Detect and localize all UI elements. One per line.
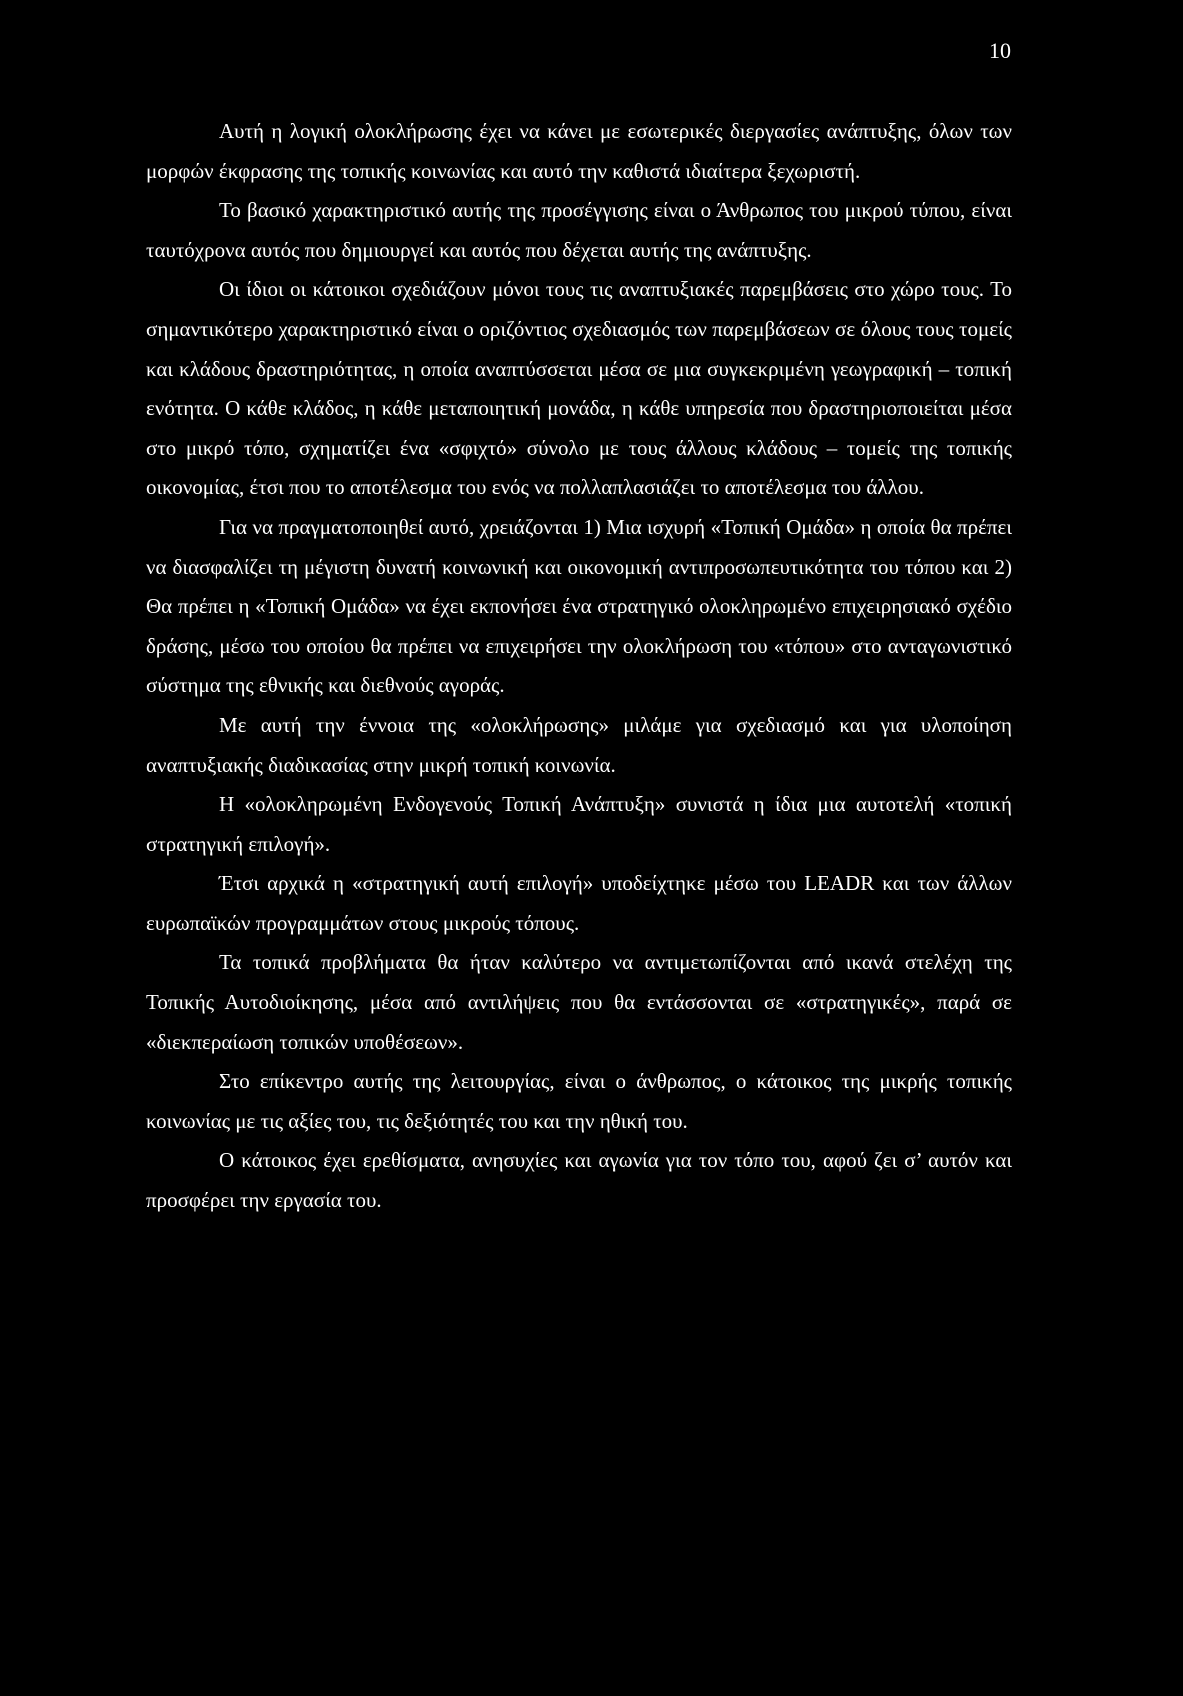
paragraph-1: Αυτή η λογική ολοκλήρωσης έχει να κάνει με εσωτερικές διεργασίες ανάπτυξης, όλων των μορφών έκφρασης της τοπικής κοινωνίας και αυτό την καθιστά ιδιαίτερα ξεχωριστή. (146, 119, 1012, 183)
page-number: 10 (989, 38, 1011, 63)
paragraph-5: Με αυτή την έννοια της «ολοκλήρωσης» μιλάμε για σχεδιασμό και για υλοποίηση αναπτυξιακής διαδικασίας στην μικρή τοπική κοινωνία. (146, 712, 1012, 777)
paragraph-10: Ο κάτοικος έχει ερεθίσματα, ανησυχίες και αγωνία για τον τόπο του, αφού ζει σ’ αυτόν και προσφέρει την εργασία του. (146, 1148, 1012, 1213)
paragraph-9: Στο επίκεντρο αυτής της λειτουργίας, είναι ο άνθρωπος, ο κάτοικος της μικρής τοπικής κοινωνίας με τις αξίες του, τις δεξιότητές του και την ηθική του. (146, 1069, 1012, 1133)
paragraph-3: Οι ίδιοι οι κάτοικοι σχεδιάζουν μόνοι τους τις αναπτυξιακές παρεμβάσεις στο χώρο τους. Το σημαντικότερο χαρακτηριστικό είναι ο οριζόντιος σχεδιασμός των παρεμβάσεων σε όλους τους τομείς και κλάδους δραστηριότητας, η οποία αναπτύσσεται μέσα σε μια συγκεκριμένη γεωγραφική – τοπική ενότητα. Ο κάθε κλάδος, η κάθε μεταποιητική μονάδα, η κάθε υπηρεσία που δραστηριοποιείται μέσα στο μικρό τόπο, σχηματίζει ένα «σφιχτό» σύνολο με τους άλλους κλάδους – τομείς της τοπικής οικονομίας, έτσι που το αποτέλεσμα του ενός να πολλαπλασιάζει το αποτέλεσμα του άλλου. (146, 277, 1012, 500)
paragraph-6: Η «ολοκληρωμένη Ενδογενούς Τοπική Ανάπτυξη» συνιστά η ίδια μια αυτοτελή «τοπική στρατηγική επιλογή». (146, 792, 1012, 856)
document-body (146, 112, 1012, 1221)
paragraph-4: Για να πραγματοποιηθεί αυτό, χρειάζονται 1) Μια ισχυρή «Τοπική Ομάδα» η οποία θα πρέπει να διασφαλίζει τη μέγιστη δυνατή κοινωνική και οικονομική αντιπροσωπευτικότητα του τόπου και 2) Θα πρέπει η «Τοπική Ομάδα» να έχει εκπονήσει ένα στρατηγικό ολοκληρωμένο επιχειρησιακό σχέδιο δράσης, μέσω του οποίου θα πρέπει να επιχειρήσει την ολοκλήρωση του «τόπου» στο ανταγωνιστικό σύστημα της εθνικής και διεθνούς αγοράς. (146, 514, 1012, 698)
paragraph-8: Τα τοπικά προβλήματα θα ήταν καλύτερο να αντιμετωπίζονται από ικανά στελέχη της Τοπικής Αυτοδιοίκησης, μέσα από αντιλήψεις που θα εντάσσονται σε «στρατηγικές», παρά σε «διεκπεραίωση τοπικών υποθέσεων». (146, 950, 1012, 1054)
paragraph-7: Έτσι αρχικά η «στρατηγική αυτή επιλογή» υποδείχτηκε μέσω του LEADR και των άλλων ευρωπαϊκών προγραμμάτων στους μικρούς τόπους. (146, 871, 1012, 935)
paragraph-2: Το βασικό χαρακτηριστικό αυτής της προσέγγισης είναι ο Άνθρωπος του μικρού τύπου, είναι ταυτόχρονα αυτός που δημιουργεί και αυτός που δέχεται αυτής της ανάπτυξης. (146, 198, 1012, 262)
